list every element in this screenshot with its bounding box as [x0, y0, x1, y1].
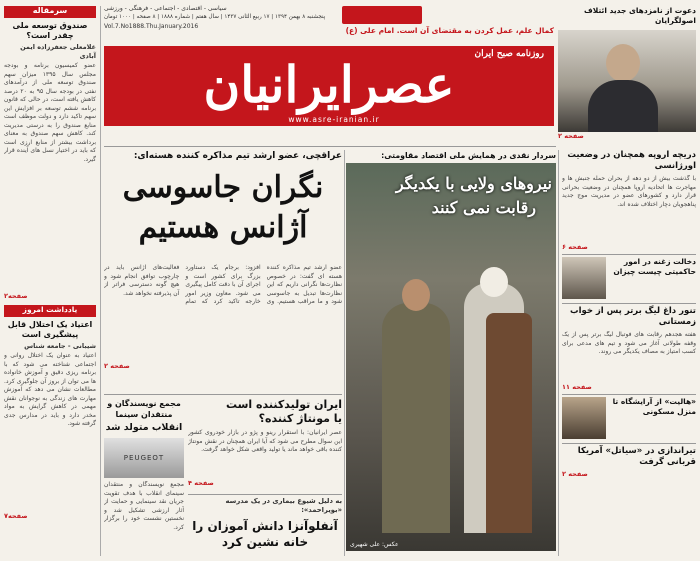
right-item-2-title: دخالت زغنه در امور حاکمیتی چیست چیزان — [613, 257, 696, 276]
culture-story[interactable] — [104, 398, 184, 556]
right-item-3-text: هفته هجدهم رقابت های فوتبال لیگ برتر پس از یک وقفه طولانی آغاز می شود و تیم های مدعی برای کسب امتیاز به مصاف یکدیگر می روند. — [562, 331, 696, 355]
editorial-text: عضو کمیسیون برنامه و بودجه مجلس سال ۱۳۹۵ میزان سهم صندوق توسعه ملی از درآمدهای نفتی در بودجه سال ۹۵ به ۲۰ درصد کاهش یافته است، در حالی که قانون برنامه ششم توسعه بر افزایش این سهم تاکید دارد و دولت موظف است منابع صندوق را به درستی مدیریت کند. کاهش سهم صندوق به معنای برداشت بیشتر از منابع ارزی است که باید در اختیار نسل های آینده قرار گیرد. — [4, 62, 96, 163]
editorial-more[interactable]: صفحه۲ — [4, 292, 28, 300]
portrait-face — [606, 44, 640, 82]
right-item-2-photo — [562, 257, 606, 299]
car-brand: PEUGEOT — [123, 454, 165, 462]
culture-text: مجمع نویسندگان و منتقدان سینمای انقلاب با هدف تقویت جریان نقد سینمایی و حمایت از آثار ارزشی تشکیل شد و نخستین نشست خود را برگزار کرد. — [104, 481, 184, 531]
right-item-1[interactable] — [562, 150, 696, 252]
memo-title: اعتیاد یک اختلال قابل پیشگیری است — [7, 320, 93, 339]
culture-headline: انقلاب متولد شد — [105, 422, 183, 433]
masthead — [104, 4, 554, 142]
main-story-headline-2: آژانس هستیم — [138, 210, 308, 245]
top-story-more[interactable]: صفحه ۲ — [558, 132, 584, 140]
right-item-3[interactable] — [562, 306, 696, 392]
cars-rule — [104, 394, 342, 395]
figure-cleric-robe — [486, 313, 532, 533]
memo-more[interactable]: صفحه۷ — [4, 512, 28, 520]
photo-story-headline-2: رقابت نمی کنند — [431, 198, 536, 217]
car-photo — [104, 438, 184, 478]
photo-story[interactable] — [346, 150, 556, 556]
quote: کمال علم، عمل کردن به مقتضای آن است. امام علی (ع) — [345, 26, 554, 35]
top-story[interactable] — [558, 6, 696, 140]
right-item-5[interactable] — [562, 446, 696, 479]
right-item-4[interactable] — [562, 397, 696, 441]
top-story-headline: دعوت از نامزدهای جدید ائتلاف اصولگرایان — [584, 6, 696, 25]
main-story-text: عضو ارشد تیم مذاکره کننده هسته ای گفت: در خصوص نظارت‌ها نگرانی داریم که این نظارت‌ها تبدیل به جاسوسی شود و ما مراقب هستیم. وی افزود: برجام یک دستاورد بزرگ برای کشور است و اجرای آن با دقت کامل پیگیری می شود. معاون وزیر امور خارجه تاکید کرد که تمام فعالیت‌های آژانس باید در چارچوب توافق انجام شود و هیچ گونه دسترسی فراتر از آن پذیرفته نخواهد شد. — [104, 264, 342, 305]
masthead-kicker: روزنامه صبح ایران — [474, 49, 544, 59]
cars-headline-2: یا مونتاژ کننده؟ — [258, 412, 342, 425]
right-rule-1 — [562, 254, 696, 255]
right-divider — [558, 150, 559, 556]
right-item-3-more[interactable]: صفحه ۱۱ — [562, 383, 592, 391]
right-item-4-photo — [562, 397, 606, 439]
main-story-kicker: عراقچی، عضو ارشد تیم مذاکره کننده هسته‌ای: — [133, 151, 342, 161]
right-item-1-title: دریچه اروپه همچنان در وضعیت اورژانسی — [567, 150, 696, 171]
editorial-label: سرمقاله — [4, 6, 96, 18]
right-page-ref[interactable]: صفحه ۲ — [562, 470, 588, 478]
right-rule-2 — [562, 303, 696, 304]
right-rule-4 — [562, 443, 696, 444]
portrait-suit — [588, 80, 658, 132]
main-divider — [344, 150, 345, 556]
masthead-website[interactable]: www.asre-iranian.ir — [288, 115, 380, 124]
masthead-logo: عصرایرانیان — [203, 55, 455, 114]
memo-label: یادداشت امروز — [4, 305, 96, 317]
right-column — [562, 150, 696, 556]
right-item-1-more[interactable]: صفحه ۶ — [562, 243, 588, 251]
cars-more[interactable]: صفحه ۴ — [188, 479, 214, 487]
quote-badge — [342, 6, 422, 24]
right-item-1-text: با گذشت بیش از دو دهه از بحران حمله جنبش ها و مهاجرت ها اتحادیه اروپا همچنان در وضعیت بحرانی قرار دارد و کشورهای عضو در مدیریت موج جدید پناهجویان دچار اختلاف شده اند. — [562, 175, 696, 208]
right-item-2[interactable] — [562, 257, 696, 301]
editorial-author: غلامعلی جعفرزاده ایمن آبادی — [20, 43, 96, 60]
left-divider — [100, 6, 101, 556]
figure-commander-head — [402, 279, 430, 311]
school-kicker: به دلیل شیوع بیماری در یک مدرسه «بویراحمد»: — [225, 497, 342, 514]
school-headline-2: خانه نشین کرد — [221, 535, 309, 549]
right-rule-3 — [562, 394, 696, 395]
school-story[interactable] — [188, 497, 342, 557]
masthead-rule — [104, 146, 556, 147]
photo-story-caption: عکس: علی شهیری — [350, 541, 399, 548]
photo-story-image — [346, 163, 556, 551]
memo-text: اعتیاد به عنوان یک اختلال روانی و اجتماعی شناخته می شود که با برنامه ریزی دقیق و آموزش خانواده ها می توان از بروز آن جلوگیری کرد. مطالعات نشان می دهد که آموزش مهارت های زندگی به نوجوانان نقش مهمی در کاهش گرایش به مواد مخدر دارد و باید در مدارس جدی گرفته شود. — [4, 352, 96, 427]
cars-headline-1: ایران تولیدکننده است — [225, 398, 342, 411]
figure-cleric-head — [480, 267, 508, 297]
right-item-5-title: تیراندازی در «سیاتل» آمریکا قربانی گرفت — [577, 446, 696, 467]
culture-kicker: مجمع نویسندگان و منتقدان سینما — [107, 399, 181, 419]
right-item-3-title: تنور داغ لیگ برتر پس از خواب زمستانی — [570, 306, 696, 327]
right-item-4-title: «هالیت» از آرایشگاه تا منزل مسکونی — [612, 397, 696, 416]
school-headline-1: آنفلوآنزا دانش آموزان را — [192, 519, 338, 533]
cars-story[interactable] — [188, 398, 342, 490]
figure-commander — [382, 303, 450, 533]
main-story-more[interactable]: صفحه ۲ — [104, 362, 130, 370]
left-column — [4, 6, 96, 556]
school-rule — [188, 494, 342, 495]
photo-story-headline-1: نیروهای ولایی با یکدیگر — [395, 174, 552, 193]
editorial-title: صندوق توسعه ملی چقدر است؟ — [12, 21, 88, 40]
main-story-headline-1: نگران جاسوسی — [122, 170, 324, 205]
cars-text: عصر ایرانیان: با استقرار رینو و پژو در بازار خودروی کشور این سوال مطرح می شود که آیا ایران همچنان در نقش مونتاژ کننده باقی خواهد ماند یا تولید واقعی شکل خواهد گرفت. — [188, 429, 342, 453]
memo-author: شیبانی - جامعه شناس — [24, 342, 96, 350]
main-story[interactable] — [104, 150, 342, 390]
dateline-en: Vol.7.No1888.Thu.January.2016 — [104, 23, 199, 30]
dateline: پنجشنبه ۸ بهمن ۱۳۹۴ | ۱۷ ربیع الثانی ۱۴۳۷ | سال هفتم | شماره ۱۸۸۸ | ۸ صفحه | ۱۰۰۰ تومان — [104, 14, 326, 20]
top-story-photo — [558, 30, 696, 132]
categories: سیاسی - اقتصادی - اجتماعی - فرهنگی - ورزشی — [104, 5, 227, 12]
photo-story-kicker: سردار نقدی در همایش ملی اقتصاد مقاومتی: — [381, 151, 556, 160]
